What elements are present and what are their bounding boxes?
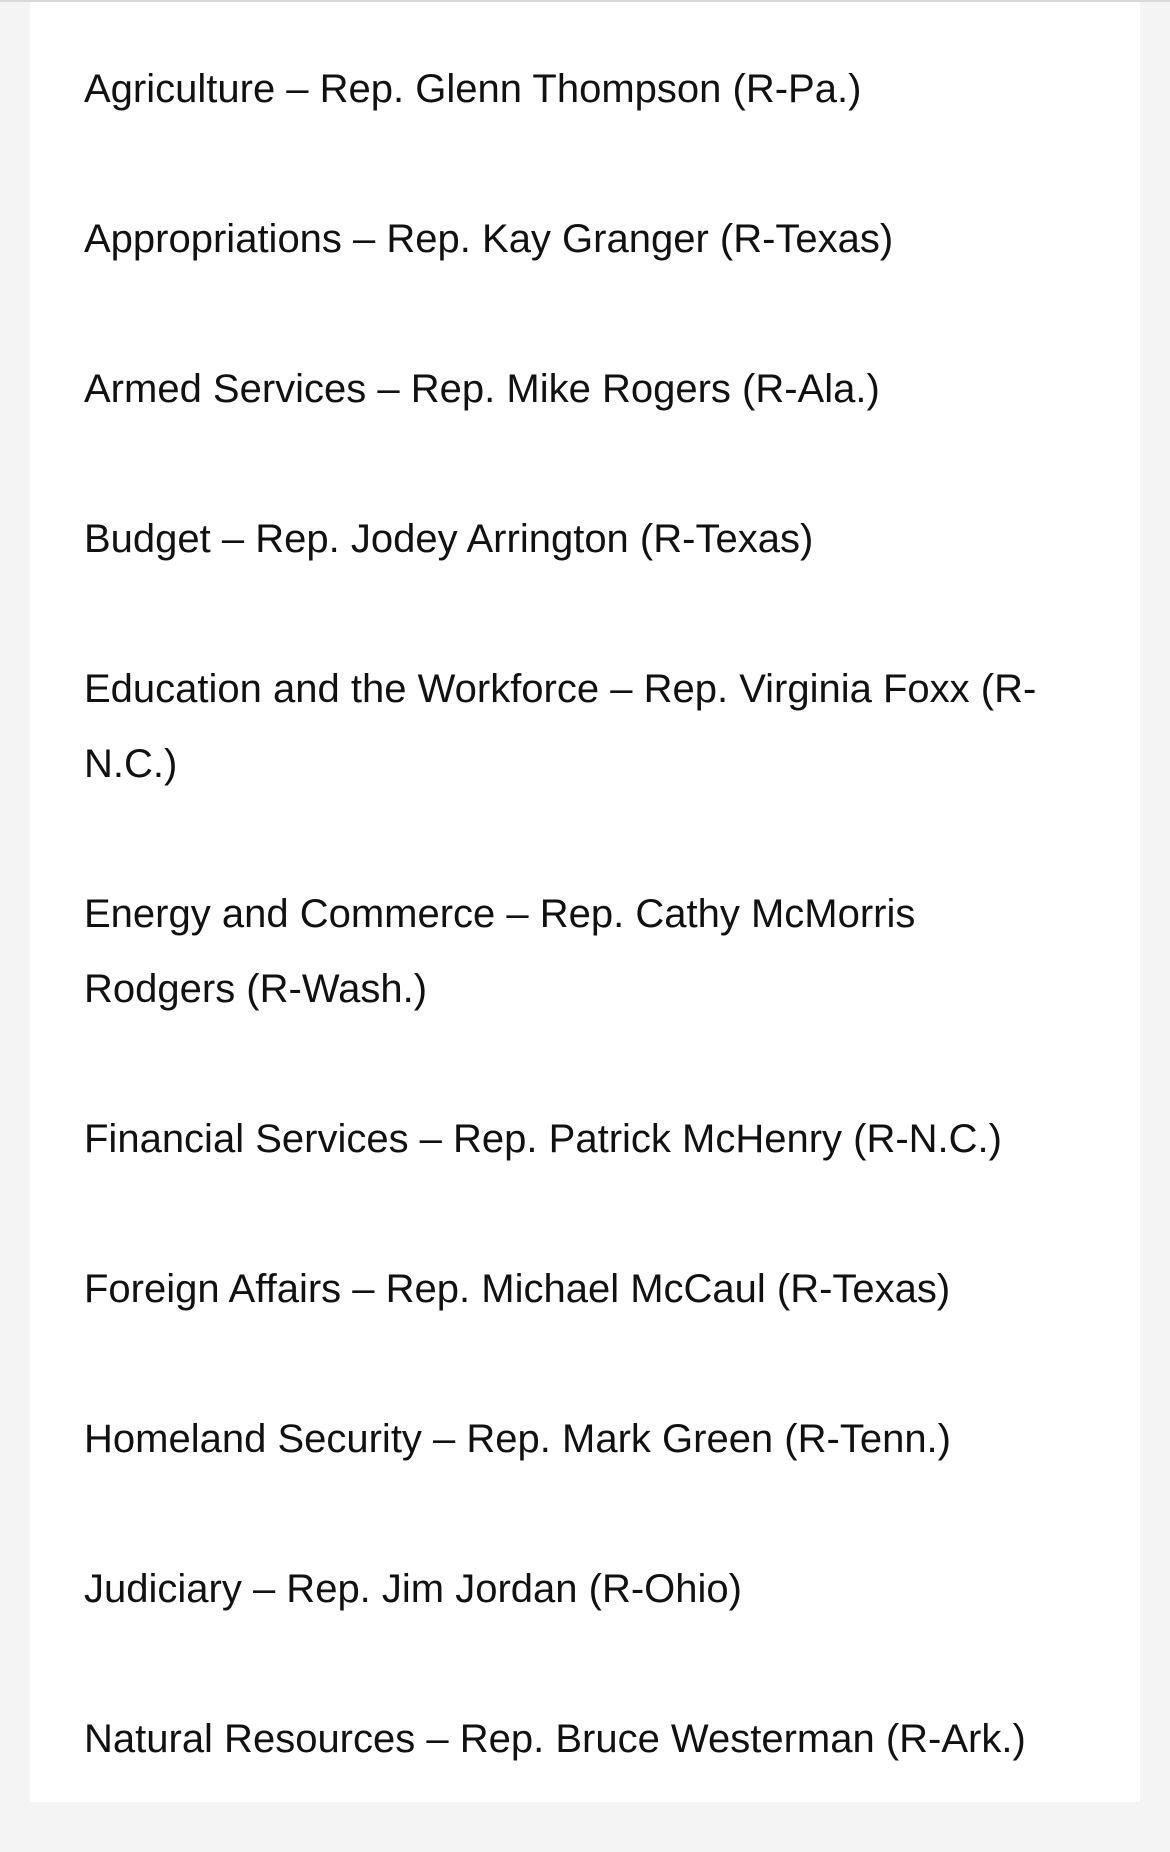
entry-text: Education and the Workforce – Rep. Virginia Foxx (R-	[84, 667, 1037, 711]
entry-text: Financial Services – Rep. Patrick McHenry (R-N.C.)	[84, 1117, 1002, 1161]
entry-text: Appropriations – Rep. Kay Granger (R-Texas)	[84, 217, 894, 261]
entry-text: Judiciary – Rep. Jim Jordan (R-Ohio)	[84, 1567, 742, 1611]
entry-text: Budget – Rep. Jodey Arrington (R-Texas)	[84, 517, 814, 561]
list-item-judiciary	[84, 1552, 1124, 1627]
entry-text: Foreign Affairs – Rep. Michael McCaul (R-Texas)	[84, 1267, 951, 1311]
list-item-financial-services	[84, 1102, 1124, 1177]
article-body	[30, 2, 1140, 1802]
entry-text-continued: N.C.)	[84, 742, 178, 786]
entry-text-continued: Rodgers (R-Wash.)	[84, 967, 428, 1011]
entry-text: Agriculture – Rep. Glenn Thompson (R-Pa.)	[84, 67, 862, 111]
committee-chair-list	[84, 52, 1124, 1852]
list-item-foreign-affairs	[84, 1252, 1124, 1327]
list-item-natural-resources	[84, 1702, 1124, 1777]
list-item-energy-commerce	[84, 877, 1124, 1027]
entry-text: Homeland Security – Rep. Mark Green (R-Tenn.)	[84, 1417, 951, 1461]
entry-text: Armed Services – Rep. Mike Rogers (R-Ala.)	[84, 367, 880, 411]
list-item-armed-services	[84, 352, 1124, 427]
list-item-agriculture	[84, 52, 1124, 127]
list-item-budget	[84, 502, 1124, 577]
list-item-homeland-security	[84, 1402, 1124, 1477]
list-item-education-workforce	[84, 652, 1124, 802]
list-item-appropriations	[84, 202, 1124, 277]
entry-text: Energy and Commerce – Rep. Cathy McMorris	[84, 892, 916, 936]
entry-text: Natural Resources – Rep. Bruce Westerman (R-Ark.)	[84, 1717, 1026, 1761]
